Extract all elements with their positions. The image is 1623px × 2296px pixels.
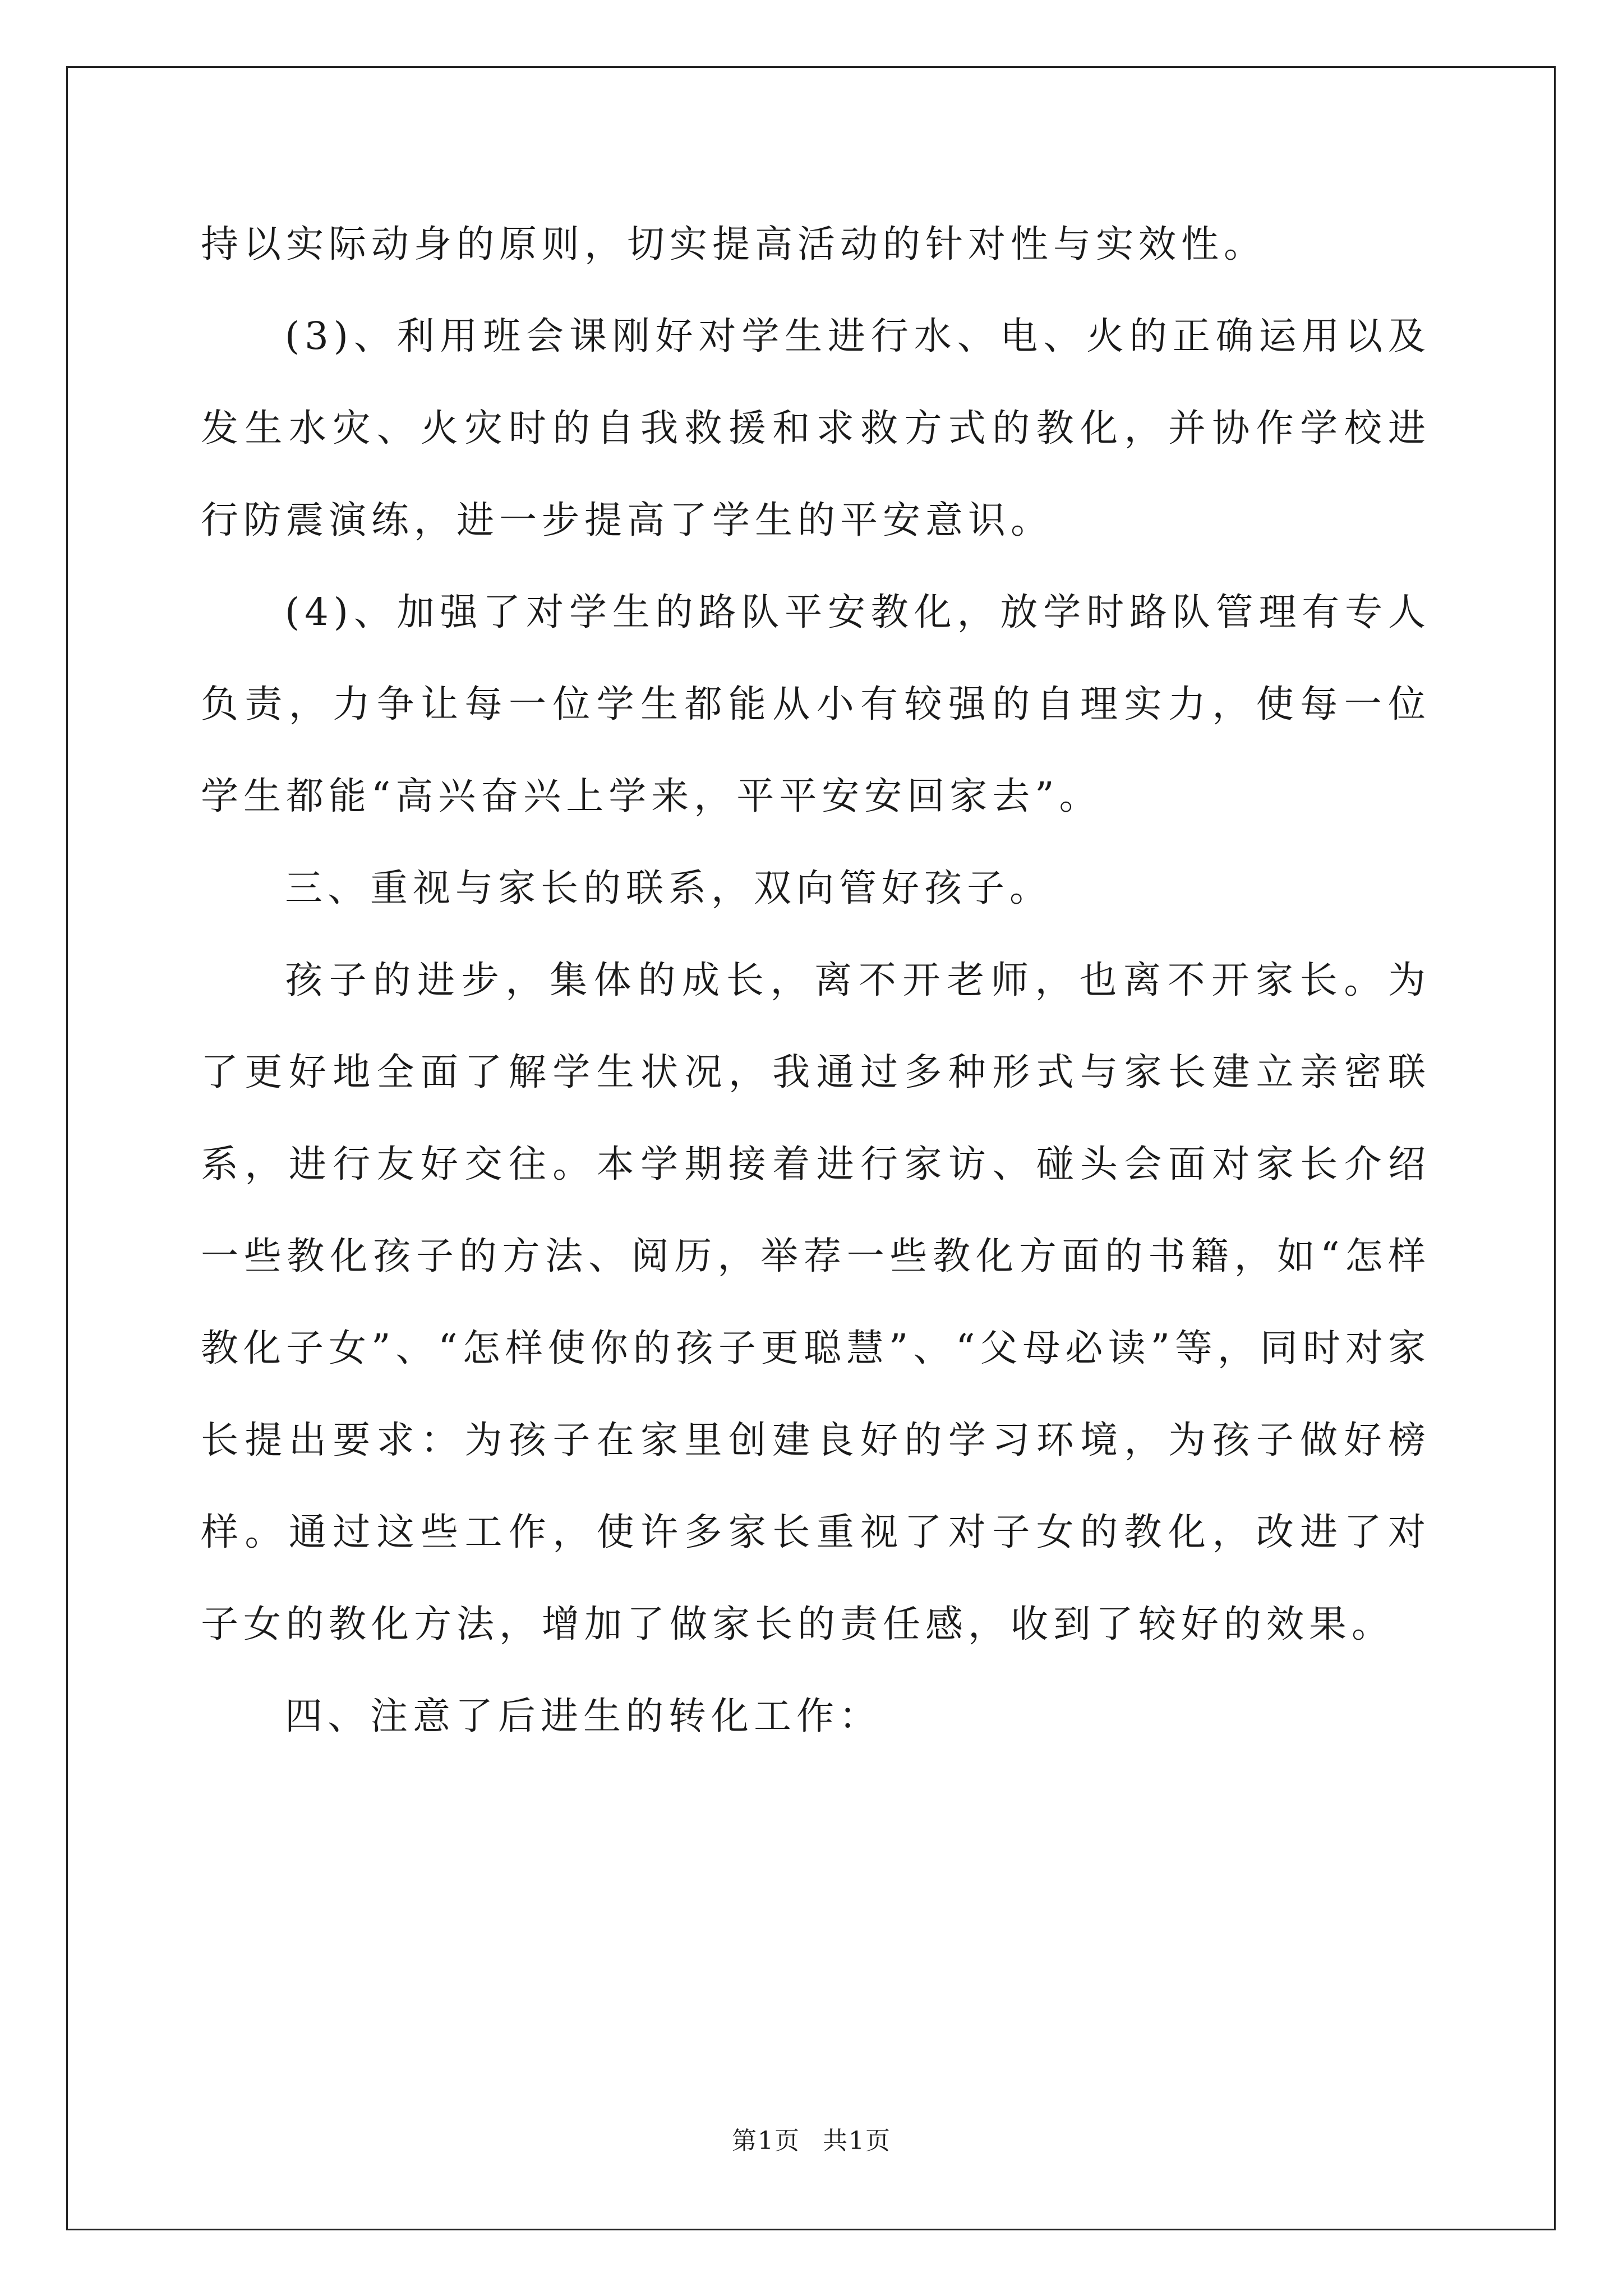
page-number-total: 共1页 xyxy=(823,2127,891,2155)
paragraph-2: (3)、利用班会课刚好对学生进行水、电、火的正确运用以及发生水灾、火灾时的自我救援和求救方式的教化，并协作学校进行防震演练，进一步提高了学生的平安意识。 xyxy=(201,314,1431,542)
paragraph-4: 孩子的进步，集体的成长，离不开老师，也离不开家长。为了更好地全面了解学生状况，我通过多种形式与家长建立亲密联系，进行友好交往。本学期接着进行家访、碰头会面对家长介绍一些教化孩子的方法、阅历，举荐一些教化方面的书籍，如“怎样教化子女”、“怎样使你的孩子更聪慧”、“父母必读”等，同时对家长提出要求：为孩子在家里创建良好的学习环境，为孩子做好榜样。通过这些工作，使许多家长重视了对子女的教化，改进了对子女的教化方法，增加了做家长的责任感，收到了较好的效果。 xyxy=(201,958,1431,1646)
document-body xyxy=(201,198,1431,1762)
section-heading-4: 四、注意了后进生的转化工作： xyxy=(285,1694,882,1738)
page-footer xyxy=(0,2120,1623,2156)
paragraph-1: 持以实际动身的原则，切实提高活动的针对性与实效性。 xyxy=(201,222,1266,266)
section-heading-3: 三、重视与家长的联系，双向管好孩子。 xyxy=(285,866,1052,910)
page-number-current: 第1页 xyxy=(732,2127,800,2155)
paragraph-3: (4)、加强了对学生的路队平安教化，放学时路队管理有专人负责，力争让每一位学生都能从小有较强的自理实力，使每一位学生都能“高兴奋兴上学来，平平安安回家去”。 xyxy=(201,590,1431,818)
